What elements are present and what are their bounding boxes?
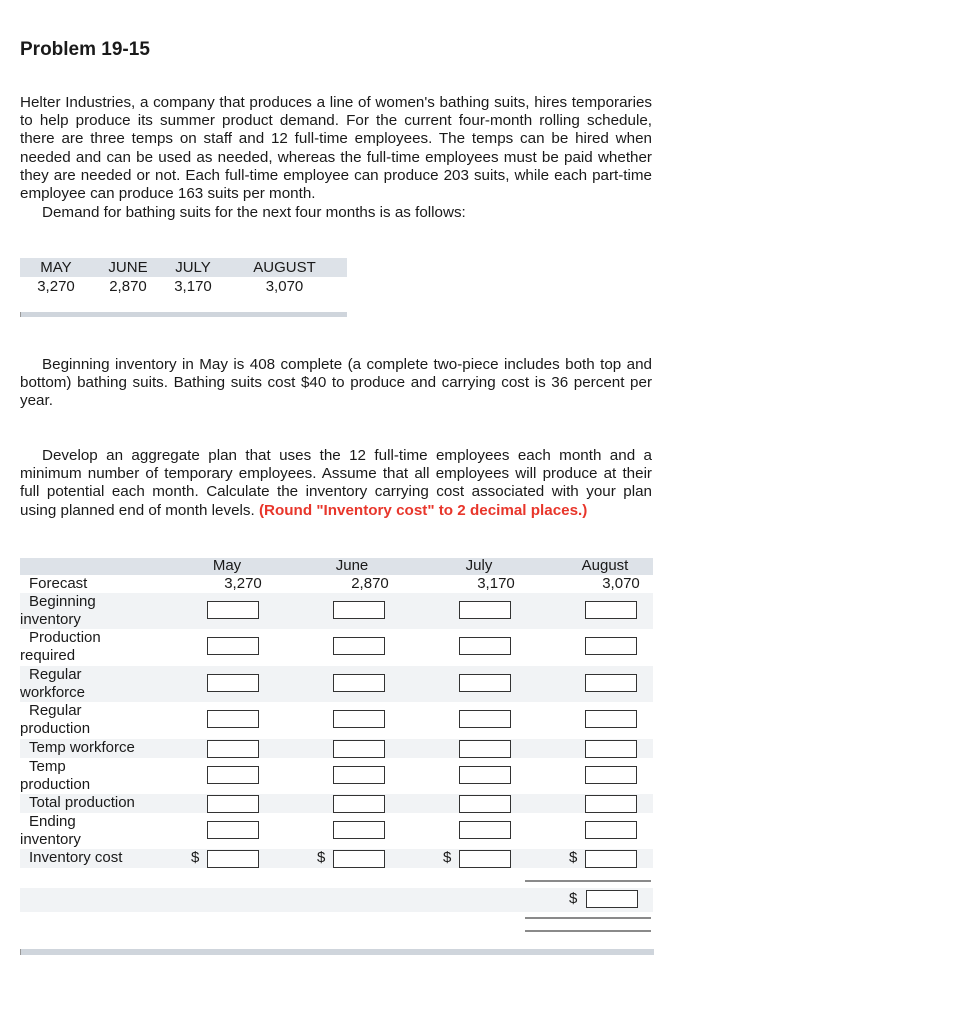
demand-table-row [20, 277, 347, 297]
row-label-line2: workforce [20, 684, 86, 701]
row-label-line1: Regular [29, 702, 82, 719]
row-label-line1: Regular [29, 666, 82, 683]
rounding-note: (Round "Inventory cost" to 2 decimal places.) [258, 501, 588, 519]
input-row3-july[interactable] [459, 710, 511, 728]
row-label-line1: Beginning [29, 593, 96, 610]
input-row1-june[interactable] [333, 637, 385, 655]
plan-row [20, 849, 653, 868]
currency-symbol-may: $ [191, 849, 200, 866]
input-row1-august[interactable] [585, 637, 637, 655]
forecast-label: Forecast [29, 575, 88, 592]
input-row0-may[interactable] [207, 601, 259, 619]
input-row7-august[interactable] [585, 821, 637, 839]
aggregate-plan-table [20, 557, 653, 866]
row-label [20, 629, 195, 665]
month-header-may: May [212, 557, 242, 574]
input-row0-july[interactable] [459, 601, 511, 619]
input-row8-august[interactable] [585, 850, 637, 868]
row-label-line1: Production [29, 629, 101, 646]
plan-row [20, 629, 653, 666]
row-label-line1: Total production [29, 794, 135, 811]
row-label [20, 666, 195, 702]
demand-value-june: 2,870 [109, 278, 147, 295]
plan-row [20, 666, 653, 702]
input-row7-june[interactable] [333, 821, 385, 839]
input-row1-july[interactable] [459, 637, 511, 655]
currency-symbol-june: $ [317, 849, 326, 866]
forecast-may: 3,270 [224, 575, 262, 592]
plan-row [20, 739, 653, 758]
input-row5-july[interactable] [459, 766, 511, 784]
plan-row [20, 593, 653, 629]
input-row3-may[interactable] [207, 710, 259, 728]
input-row5-may[interactable] [207, 766, 259, 784]
input-row2-august[interactable] [585, 674, 637, 692]
row-label-line2: required [20, 647, 76, 664]
demand-value-august: 3,070 [265, 278, 304, 295]
inventory-paragraph [20, 356, 652, 411]
demand-intro: Demand for bathing suits for the next four months is as follows: [42, 204, 466, 221]
input-row7-july[interactable] [459, 821, 511, 839]
row-label [20, 813, 195, 849]
row-label-line2: production [20, 776, 91, 793]
demand-value-may: 3,270 [37, 278, 75, 295]
total-row [20, 888, 653, 912]
demand-header-june: JUNE [108, 259, 148, 276]
input-row4-august[interactable] [585, 740, 637, 758]
input-row2-june[interactable] [333, 674, 385, 692]
total-inventory-cost-input[interactable] [586, 890, 638, 908]
month-header-july: July [465, 557, 493, 574]
row-label [20, 702, 195, 738]
input-row6-july[interactable] [459, 795, 511, 813]
demand-header-may: MAY [40, 259, 72, 276]
input-row4-july[interactable] [459, 740, 511, 758]
input-row4-june[interactable] [333, 740, 385, 758]
row-label-line2: inventory [20, 831, 81, 848]
input-row2-july[interactable] [459, 674, 511, 692]
row-label-line1: Temp [29, 758, 66, 775]
input-row5-june[interactable] [333, 766, 385, 784]
input-row8-may[interactable] [207, 850, 259, 868]
problem-title: Problem 19-15 [20, 39, 150, 60]
demand-header-july: JULY [175, 259, 211, 276]
forecast-august: 3,070 [602, 575, 640, 592]
input-row8-june[interactable] [333, 850, 385, 868]
develop-text: Develop an aggregate plan that uses the 12 full-time employees each month and a minimum number of temporary employees. Assume that all employees will produce at their full potential each month. Calculate the inventory carrying cost associated with your plan using planned end of month levels. [20, 447, 652, 519]
input-row0-august[interactable] [585, 601, 637, 619]
demand-value-july: 3,170 [174, 278, 212, 295]
plan-row [20, 758, 653, 794]
develop-paragraph [20, 447, 652, 520]
inventory-text: Beginning inventory in May is 408 complete (a complete two-piece includes both top and bottom) bathing suits. Bathing suits cost $40 to produce and carrying cost is 36 percent per year. [20, 356, 652, 410]
input-row3-june[interactable] [333, 710, 385, 728]
currency-symbol-august: $ [569, 849, 578, 866]
input-row6-may[interactable] [207, 795, 259, 813]
total-rule-double-1 [525, 917, 651, 919]
month-header-june: June [335, 557, 369, 574]
row-label [20, 758, 195, 794]
month-header-august: August [581, 557, 629, 574]
row-label-line1: Inventory cost [29, 849, 123, 866]
total-rule-top [525, 880, 651, 882]
currency-symbol-july: $ [443, 849, 452, 866]
demand-header-august: AUGUST [253, 259, 316, 276]
table-divider [20, 312, 347, 317]
row-label [20, 593, 195, 629]
input-row4-may[interactable] [207, 740, 259, 758]
input-row2-may[interactable] [207, 674, 259, 692]
row-label-line2: production [20, 720, 91, 737]
demand-table-header [20, 258, 347, 277]
input-row5-august[interactable] [585, 766, 637, 784]
row-label-line1: Ending [29, 813, 76, 830]
plan-row [20, 702, 653, 739]
input-row6-august[interactable] [585, 795, 637, 813]
row-label [20, 739, 195, 757]
row-label-line2: inventory [20, 611, 81, 628]
plan-row [20, 813, 653, 849]
row-label [20, 849, 195, 867]
input-row1-may[interactable] [207, 637, 259, 655]
input-row3-august[interactable] [585, 710, 637, 728]
input-row7-may[interactable] [207, 821, 259, 839]
total-currency-symbol: $ [569, 890, 578, 907]
total-rule-double-2 [525, 930, 651, 932]
forecast-june: 2,870 [351, 575, 389, 592]
plan-table-header [20, 557, 653, 593]
row-label [20, 794, 195, 812]
demand-table [20, 258, 347, 317]
forecast-july: 3,170 [477, 575, 515, 592]
input-row6-june[interactable] [333, 795, 385, 813]
row-label-line1: Temp workforce [29, 739, 135, 756]
input-row8-july[interactable] [459, 850, 511, 868]
input-row0-june[interactable] [333, 601, 385, 619]
plan-row [20, 794, 653, 813]
problem-intro: Helter Industries, a company that produces a line of women's bathing suits, hires temporaries to help produce its summer product demand. For the current four-month rolling schedule, there are three temps on staff and 12 full-time employees. The temps can be hired when needed and can be used as needed, whereas the full-time employees must be paid whether they are needed or not. Each full-time employee can produce 203 suits, while each part-time employee can produce 163 suits per month. [20, 94, 652, 203]
table-bottom-bar [20, 949, 654, 955]
